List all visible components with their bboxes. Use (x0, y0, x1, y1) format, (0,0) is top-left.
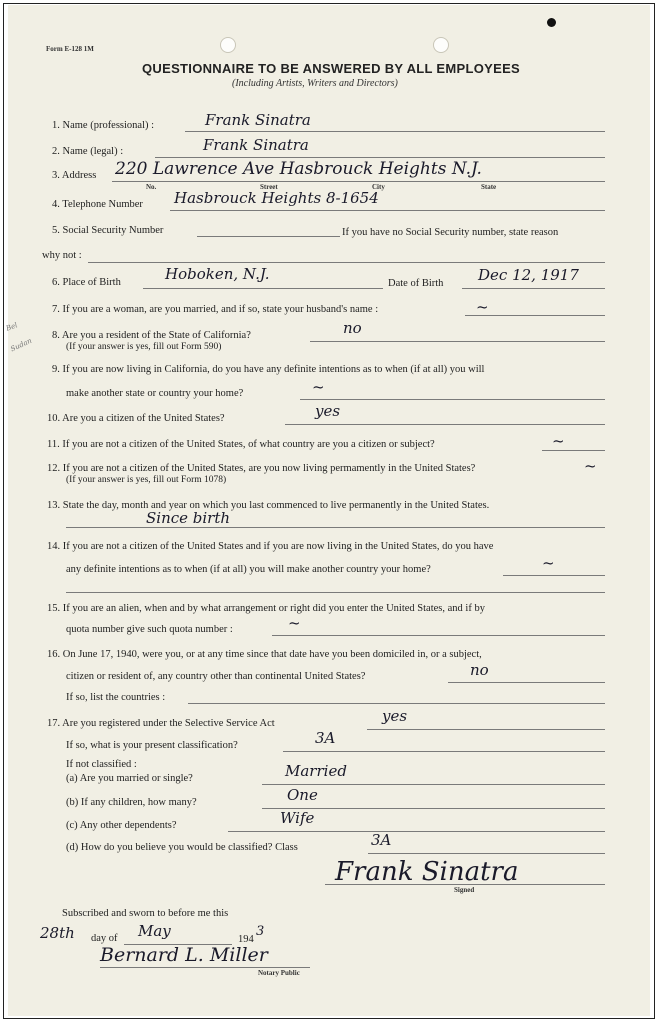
ink-blot (547, 18, 556, 27)
q5-line2-rule (88, 262, 605, 263)
q4-line (170, 210, 605, 211)
q17c-label: (c) Any other dependents? (66, 820, 177, 831)
q3-sub-no: No. (146, 183, 157, 191)
margin-note-2: Sudan (9, 336, 34, 354)
q6-dob-answer: Dec 12, 1917 (478, 266, 579, 284)
q10-label: 10. Are you a citizen of the United States? (47, 413, 225, 424)
q3-sub-city: City (372, 183, 385, 191)
q1-line (185, 131, 605, 132)
q8-label: 8. Are you a resident of the State of California? (52, 330, 251, 341)
q14-line1: 14. If you are not a citizen of the United States and if you are now living in the United States, do you have (47, 541, 494, 552)
q9-line1: 9. If you are now living in California, do you have any definite intentions as to when (if at all) you will (52, 364, 485, 375)
q14-extra-line (66, 592, 605, 593)
q17-line (367, 729, 605, 730)
q6-answer: Hoboken, N.J. (165, 265, 270, 283)
q6-label: 6. Place of Birth (52, 277, 121, 288)
notary-sworn: Subscribed and sworn to before me this (62, 908, 229, 919)
margin-note-1: Bel (4, 321, 19, 333)
q17a-line (262, 784, 605, 785)
employee-signature: Frank Sinatra (335, 857, 519, 887)
q1-label: 1. Name (professional) : (52, 120, 155, 131)
page-title: QUESTIONNAIRE TO BE ANSWERED BY ALL EMPLOYEES (142, 61, 521, 76)
notary-month: May (138, 922, 171, 940)
q17-class-label: If so, what is your present classification? (66, 740, 238, 751)
q16-line (448, 682, 605, 683)
q12-answer: ~ (584, 457, 597, 475)
q5-line2: why not : (42, 250, 82, 261)
q10-line (285, 424, 605, 425)
q13-label: 13. State the day, month and year on which you last commenced to live permanently in the United States. (47, 500, 490, 511)
q13-answer: Since birth (146, 509, 231, 527)
q3-label: 3. Address (52, 170, 97, 181)
q17b-answer: One (287, 786, 318, 804)
q11-line (542, 450, 605, 451)
q17-label: 17. Are you registered under the Selective Service Act (47, 718, 275, 729)
form-number: Form E-128 1M (46, 45, 94, 53)
q9-line (300, 399, 605, 400)
q16-line3: If so, list the countries : (66, 692, 166, 703)
q15-line (272, 635, 605, 636)
q7-answer: ~ (476, 298, 489, 316)
q6-line (143, 288, 383, 289)
q5-label: 5. Social Security Number (52, 225, 164, 236)
q11-label: 11. If you are not a citizen of the United States, of what country are you a citizen or subject? (47, 439, 435, 450)
q2-label: 2. Name (legal) : (52, 146, 124, 157)
q14-line2: any definite intentions as to when (if at all) you will make another country your home? (66, 564, 431, 575)
punch-hole-left (220, 37, 236, 53)
q17a-label: (a) Are you married or single? (66, 773, 193, 784)
notary-signature: Bernard L. Miller (100, 944, 268, 966)
q16-answer: no (470, 661, 489, 679)
notary-year-prefix: 194 (238, 934, 254, 945)
q3-sub-street: Street (260, 183, 278, 191)
q15-line1: 15. If you are an alien, when and by what arrangement or right did you enter the United States, and if by (47, 603, 485, 614)
q6-dob-line (462, 288, 605, 289)
q15-answer: ~ (288, 614, 301, 632)
q17c-answer: Wife (280, 809, 315, 827)
notary-day: 28th (40, 924, 75, 942)
q10-answer: yes (315, 402, 341, 420)
notary-label: Notary Public (258, 969, 300, 977)
q5-line (197, 236, 340, 237)
page-subtitle: (Including Artists, Writers and Directors) (232, 78, 398, 89)
notary-year-suffix: 3 (256, 924, 265, 939)
q9-line2: make another state or country your home? (66, 388, 244, 399)
q11-answer: ~ (552, 432, 565, 450)
q17d-line (368, 853, 605, 854)
q3-line (112, 181, 605, 182)
q2-line (155, 157, 605, 158)
q16-line1: 16. On June 17, 1940, were you, or at any time since that date have you been domiciled in, or a subject, (47, 649, 482, 660)
q17a-answer: Married (285, 762, 347, 780)
q4-answer: Hasbrouck Heights 8-1654 (174, 189, 379, 207)
q4-label: 4. Telephone Number (52, 199, 143, 210)
q2-answer: Frank Sinatra (203, 136, 309, 154)
punch-hole-right (433, 37, 449, 53)
q17d-answer: 3A (371, 831, 392, 849)
signature-line (325, 884, 605, 885)
q17d-label: (d) How do you believe you would be classified? Class (66, 842, 298, 853)
q16-line2: citizen or resident of, any country other than continental United States? (66, 671, 366, 682)
q17b-label: (b) If any children, how many? (66, 797, 197, 808)
q17-class-line (283, 751, 605, 752)
q3-answer: 220 Lawrence Ave Hasbrouck Heights N.J. (115, 159, 482, 179)
q12-label: 12. If you are not a citizen of the United States, are you now living permamently in the United States? (47, 463, 476, 474)
q7-label: 7. If you are a woman, are you married, and if so, state your husband's name : (52, 304, 379, 315)
q17-not-classified: If not classified : (66, 759, 137, 770)
q6-dob-label: Date of Birth (388, 278, 444, 289)
q12-note: (If your answer is yes, fill out Form 1078) (66, 475, 227, 485)
q17-class-answer: 3A (315, 729, 336, 747)
q8-answer: no (343, 319, 362, 337)
q5-tail: If you have no Social Security number, state reason (342, 227, 559, 238)
q1-answer: Frank Sinatra (205, 111, 311, 129)
notary-day-label: day of (91, 933, 118, 944)
q9-answer: ~ (312, 378, 325, 396)
q16-countries-line (188, 703, 605, 704)
q8-note: (If your answer is yes, fill out Form 590) (66, 342, 222, 352)
signature-label: Signed (454, 886, 475, 894)
q17c-line (228, 831, 605, 832)
q17-answer: yes (382, 707, 408, 725)
q14-answer: ~ (542, 554, 555, 572)
q14-line (503, 575, 605, 576)
q13-line (66, 527, 605, 528)
q3-sub-state: State (481, 183, 497, 191)
notary-line (100, 967, 310, 968)
q8-line (310, 341, 605, 342)
q15-line2: quota number give such quota number : (66, 624, 233, 635)
